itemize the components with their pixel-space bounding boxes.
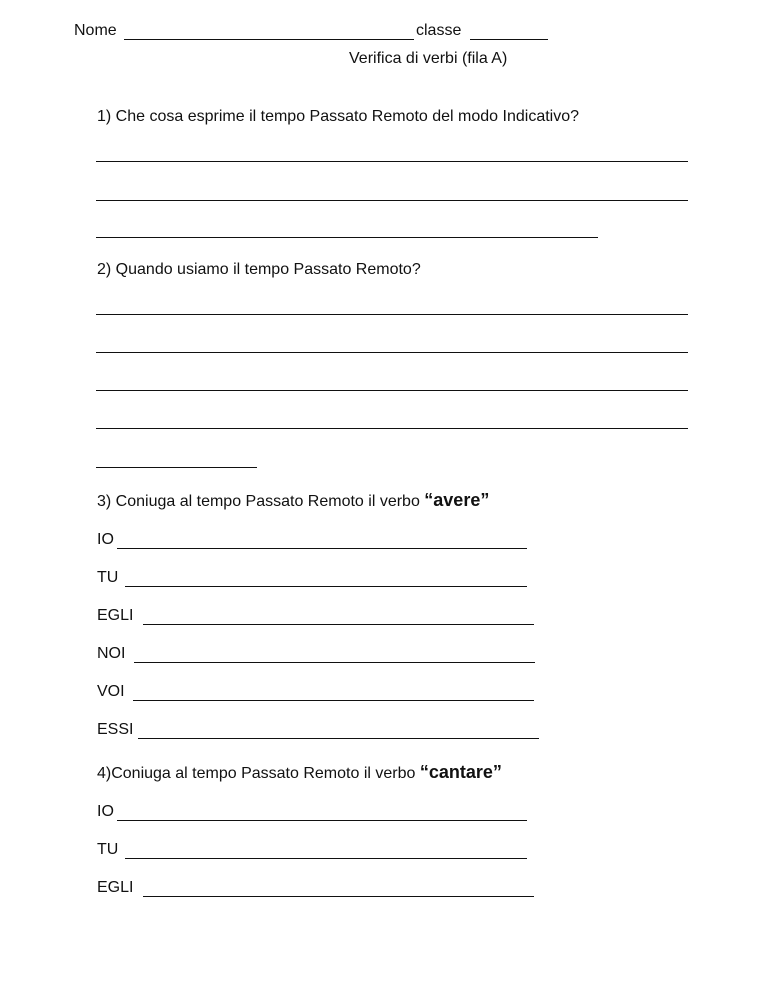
answer-line-q2-3[interactable]: [96, 390, 688, 391]
question-1: 1) Che cosa esprime il tempo Passato Remoto del modo Indicativo?: [97, 108, 580, 125]
answer-line-q2-5[interactable]: [96, 467, 257, 468]
q4-answer-line-io[interactable]: [117, 820, 527, 821]
q3-answer-line-voi[interactable]: [133, 700, 534, 701]
q3-pronoun-egli: EGLI: [97, 607, 134, 624]
page-subtitle: Verifica di verbi (fila A): [349, 50, 508, 67]
q4-pronoun-tu: TU: [97, 841, 119, 858]
q4-answer-line-egli[interactable]: [143, 896, 534, 897]
answer-line-q2-1[interactable]: [96, 314, 688, 315]
question-2: 2) Quando usiamo il tempo Passato Remoto?: [97, 261, 421, 278]
question-4-verb: “cantare”: [419, 762, 502, 782]
q3-answer-line-noi[interactable]: [134, 662, 535, 663]
class-label: classe: [416, 22, 462, 39]
q3-answer-line-egli[interactable]: [143, 624, 534, 625]
q3-pronoun-essi: ESSI: [97, 721, 134, 738]
answer-line-q2-4[interactable]: [96, 428, 688, 429]
class-field-line[interactable]: [470, 39, 548, 40]
question-4-text: 4)Coniuga al tempo Passato Remoto il verbo: [97, 765, 420, 782]
q4-pronoun-egli: EGLI: [97, 879, 134, 896]
question-3-verb: “avere”: [424, 490, 490, 510]
q4-pronoun-io: IO: [97, 803, 114, 820]
q3-answer-line-io[interactable]: [117, 548, 527, 549]
q4-answer-line-tu[interactable]: [125, 858, 527, 859]
q3-answer-line-tu[interactable]: [125, 586, 527, 587]
question-4: [97, 762, 502, 784]
question-3: [97, 490, 489, 512]
q3-answer-line-essi[interactable]: [138, 738, 539, 739]
name-label: Nome: [74, 22, 117, 39]
answer-line-q1-2[interactable]: [96, 200, 688, 201]
q3-pronoun-voi: VOI: [97, 683, 125, 700]
name-field-line[interactable]: [124, 39, 414, 40]
q3-pronoun-io: IO: [97, 531, 114, 548]
answer-line-q1-1[interactable]: [96, 161, 688, 162]
q3-pronoun-noi: NOI: [97, 645, 126, 662]
answer-line-q1-3[interactable]: [96, 237, 598, 238]
q3-pronoun-tu: TU: [97, 569, 119, 586]
question-3-text: 3) Coniuga al tempo Passato Remoto il verbo: [97, 493, 425, 510]
answer-line-q2-2[interactable]: [96, 352, 688, 353]
